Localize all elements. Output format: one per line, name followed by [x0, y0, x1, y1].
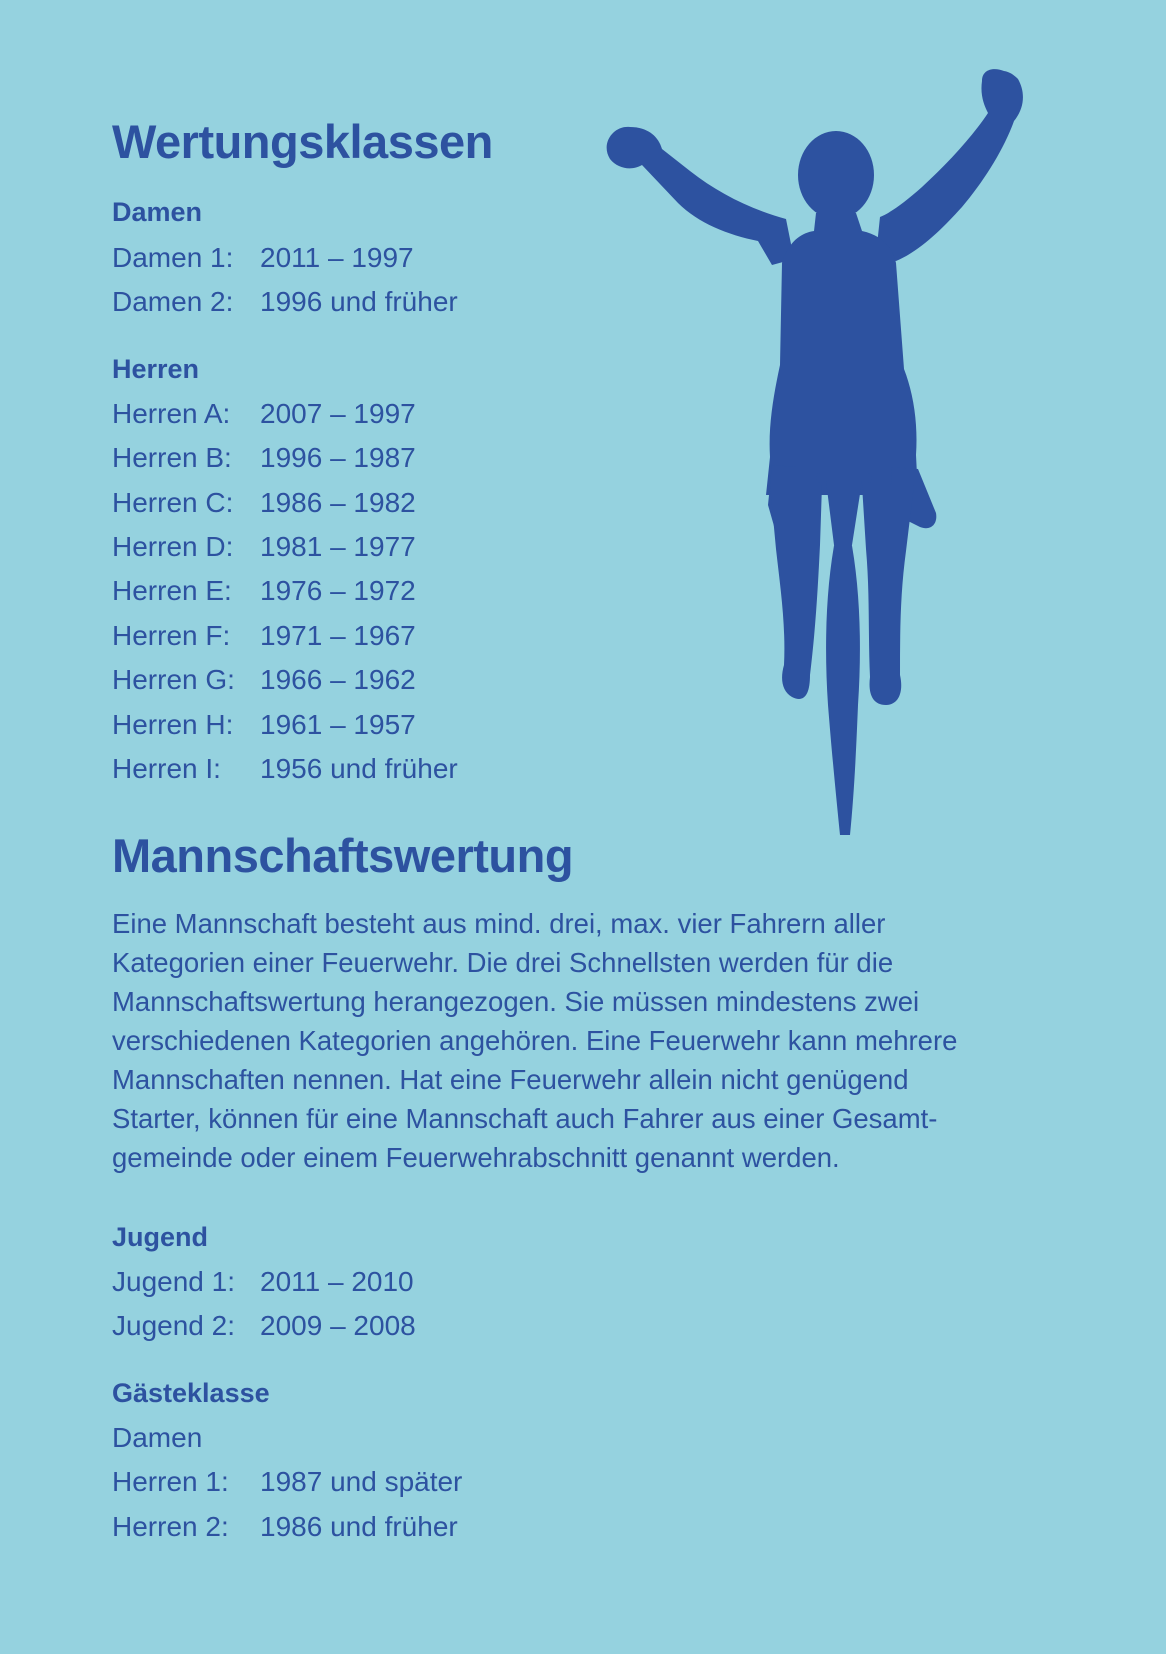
row-value: 1976 – 1972 — [260, 575, 416, 606]
row-value: 1986 und früher — [260, 1511, 458, 1542]
paragraph-line: Eine Mannschaft besteht aus mind. drei, max. vier Fahrern aller — [112, 908, 886, 939]
cyclist-right-leg — [862, 485, 914, 705]
mannschaftswertung-title: Mannschaftswertung — [112, 829, 574, 882]
row-value: 2011 – 1997 — [260, 242, 414, 273]
row-value: 2009 – 2008 — [260, 1310, 416, 1341]
row-label: Herren F: — [112, 620, 231, 651]
cyclist-head — [798, 131, 874, 219]
paragraph-line: verschiedenen Kategorien angehören. Eine Feuerwehr kann mehrere — [112, 1025, 958, 1056]
cyclist-left-leg — [770, 485, 822, 699]
paragraph-line: Kategorien einer Feuerwehr. Die drei Schnellsten werden für die — [112, 947, 894, 978]
row-label: Jugend 2: — [112, 1310, 235, 1341]
row-label: Damen 1: — [112, 242, 234, 273]
row-value: 2007 – 1997 — [260, 398, 416, 429]
paragraph-line: gemeinde oder einem Feuerwehrabschnitt genannt werden. — [112, 1142, 840, 1173]
row-value: 1996 – 1987 — [260, 442, 416, 473]
row-label: Herren H: — [112, 709, 234, 740]
row-value: 2011 – 2010 — [260, 1266, 414, 1297]
paragraph-line: Mannschaften nennen. Hat eine Feuerwehr allein nicht genügend — [112, 1064, 909, 1095]
row-label: Jugend 1: — [112, 1266, 235, 1297]
row-label: Herren A: — [112, 398, 231, 429]
row-label: Herren E: — [112, 575, 232, 606]
jugend-heading: Jugend — [112, 1222, 209, 1252]
bike-fork — [826, 481, 862, 545]
row-value: 1981 – 1977 — [260, 531, 416, 562]
cyclist-right-arm — [876, 69, 1023, 261]
row-label: Herren I: — [112, 753, 221, 784]
bike-front-wheel — [826, 535, 860, 835]
row-label: Damen 2: — [112, 286, 234, 317]
paragraph-line: Mannschaftswertung herangezogen. Sie müssen mindestens zwei — [112, 986, 920, 1017]
mannschaftswertung-paragraph — [112, 904, 1052, 1177]
row-value: 1971 – 1967 — [260, 620, 416, 651]
row-label: Herren C: — [112, 487, 234, 518]
row-label: Herren B: — [112, 442, 232, 473]
row-value: 1956 und früher — [260, 753, 458, 784]
row-label: Herren D: — [112, 531, 234, 562]
gaesteklasse-heading: Gästeklasse — [112, 1378, 270, 1408]
row-label: Damen — [112, 1422, 203, 1453]
row-value: 1966 – 1962 — [260, 664, 416, 695]
row-value: 1987 und später — [260, 1466, 463, 1497]
paragraph-line: Starter, können für eine Mannschaft auch Fahrer aus einer Gesamt- — [112, 1103, 938, 1134]
damen-heading: Damen — [112, 197, 203, 227]
row-label: Herren 2: — [112, 1511, 229, 1542]
wertungsklassen-title: Wertungsklassen — [112, 115, 493, 168]
herren-heading: Herren — [112, 354, 200, 384]
cyclist-left-arm — [607, 127, 794, 265]
cyclist-silhouette-illustration — [600, 65, 1080, 855]
row-value: 1986 – 1982 — [260, 487, 416, 518]
row-label: Herren 1: — [112, 1466, 229, 1497]
row-value: 1996 und früher — [260, 286, 458, 317]
row-label: Herren G: — [112, 664, 235, 695]
row-value: 1961 – 1957 — [260, 709, 416, 740]
